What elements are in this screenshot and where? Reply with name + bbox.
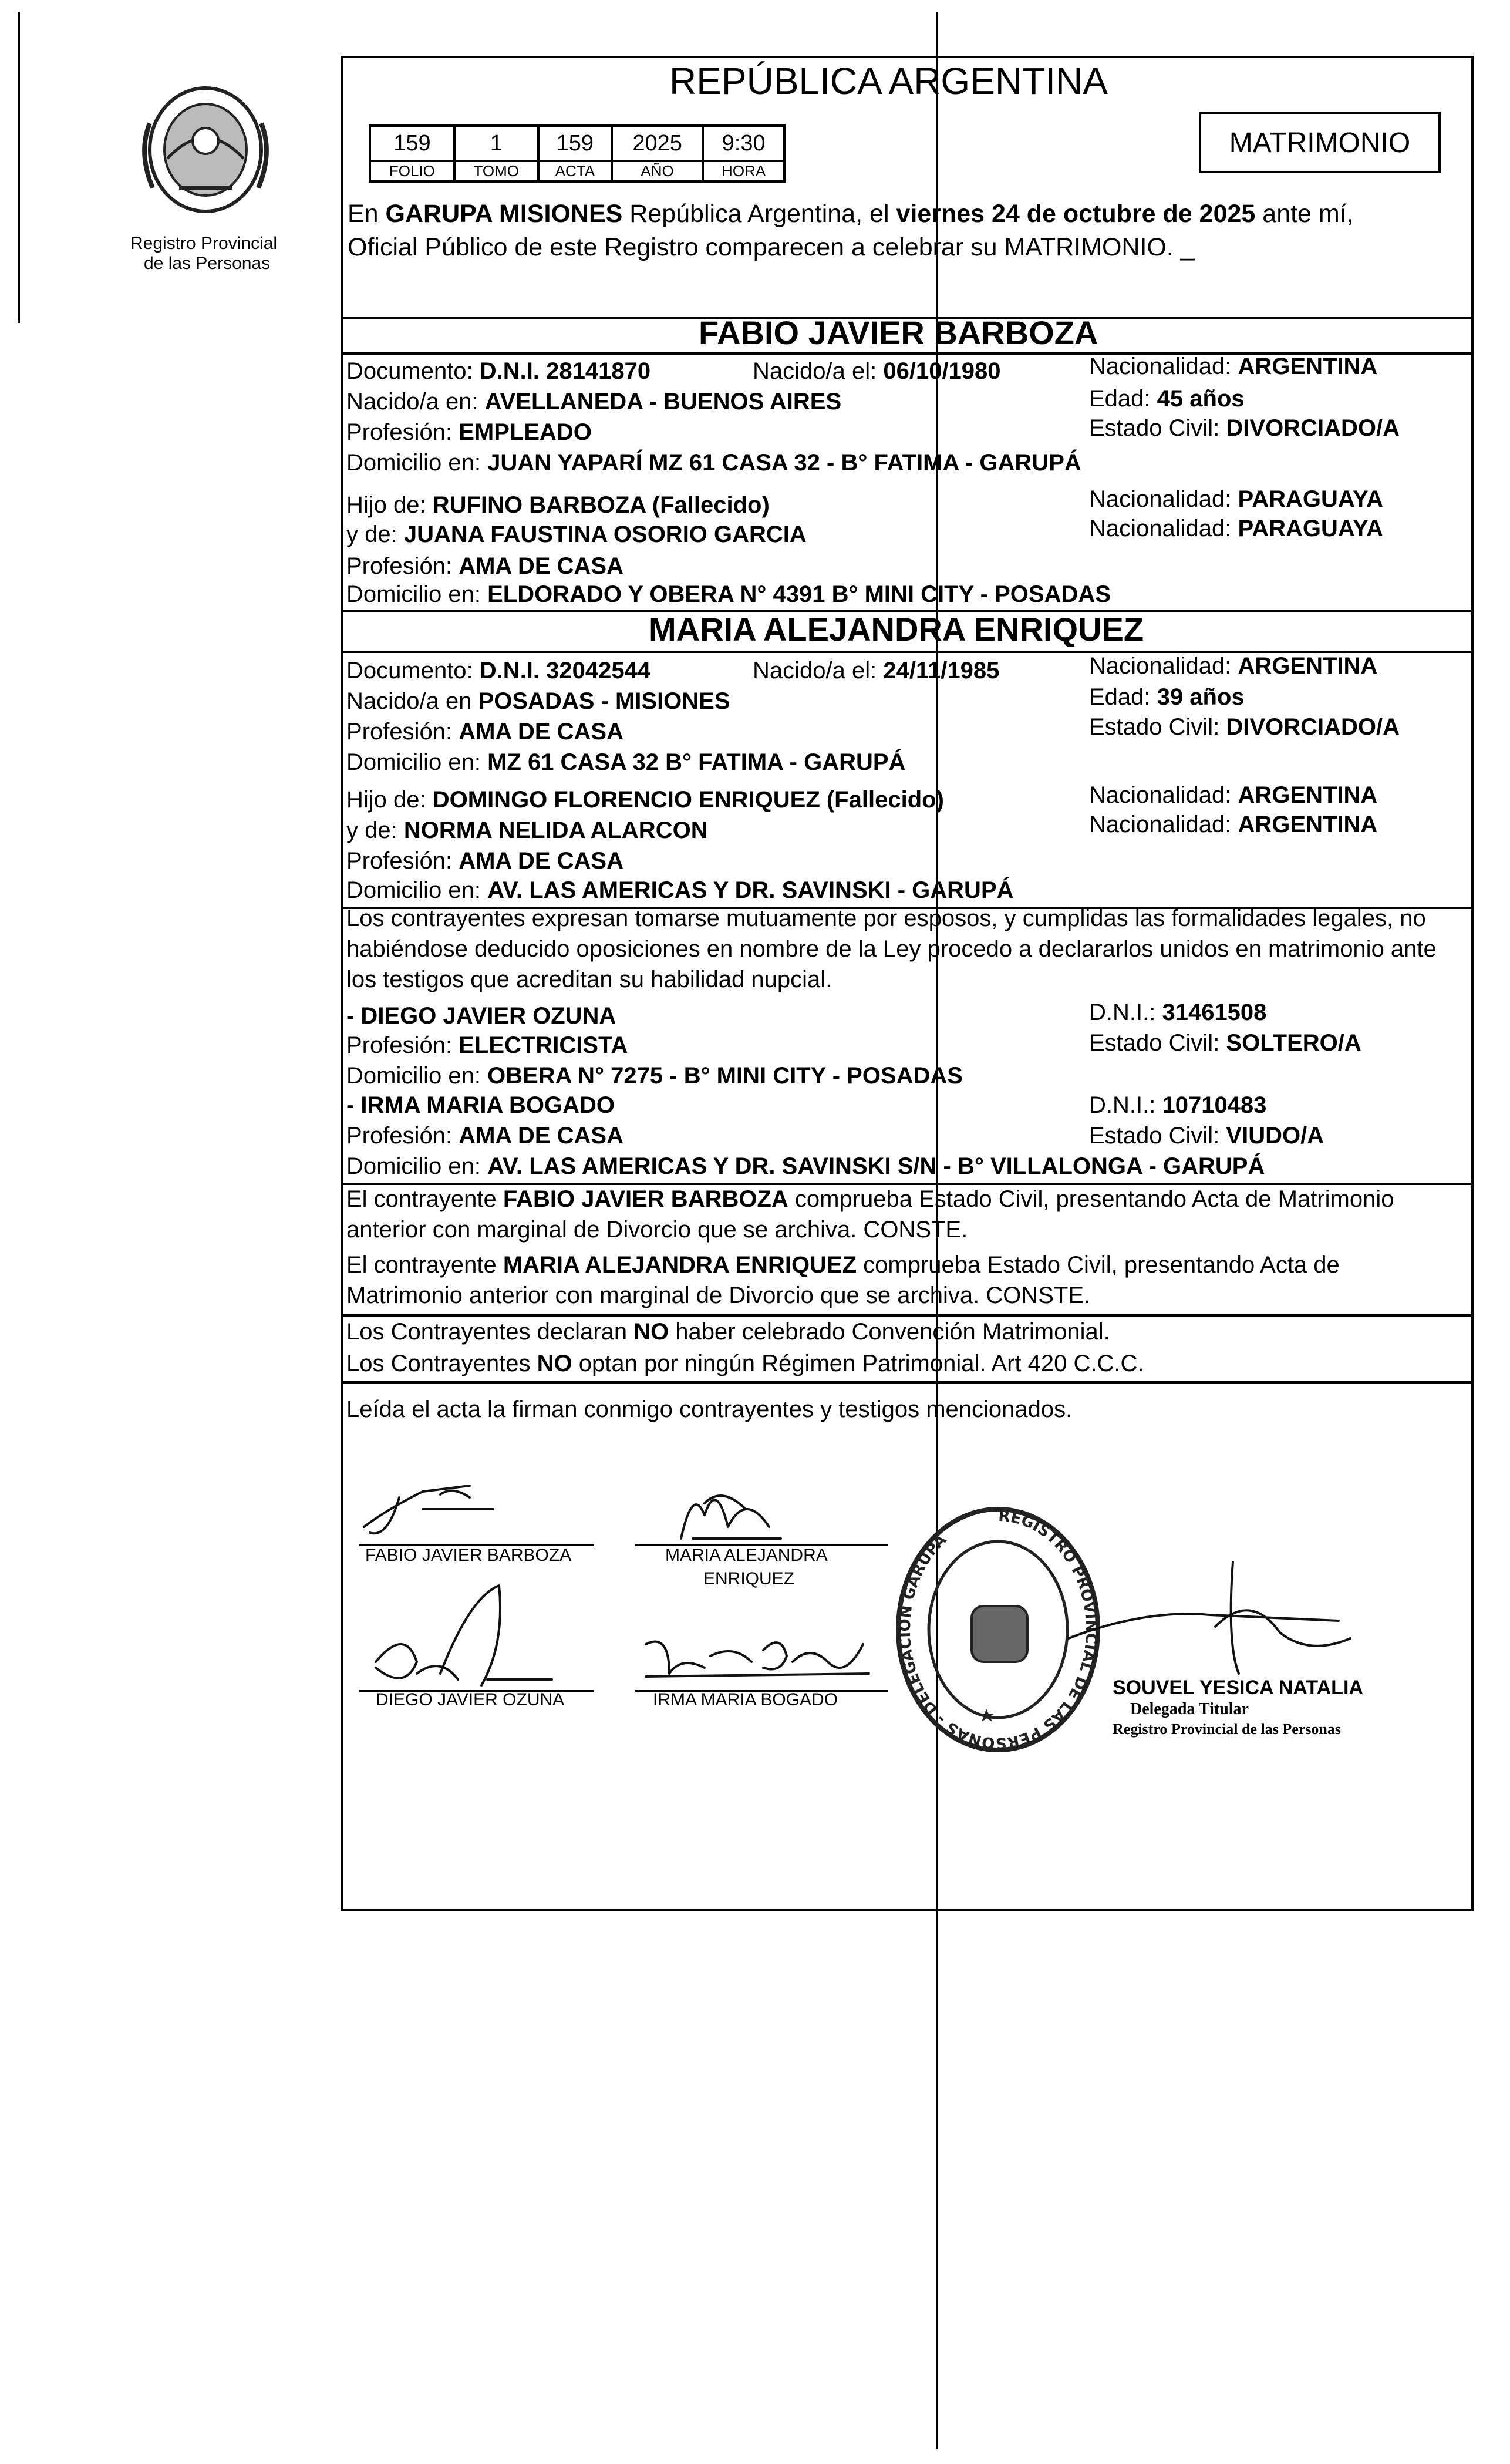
official-signature xyxy=(1057,1556,1386,1685)
note1-line1 xyxy=(346,1185,1394,1213)
bride-parents-addr-label: Domicilio en: xyxy=(346,877,488,903)
note2-name: MARIA ALEJANDRA ENRIQUEZ xyxy=(503,1252,857,1278)
bride-addr-label: Domicilio en: xyxy=(346,749,488,775)
bride-father-nat xyxy=(1089,781,1377,809)
witness1-prof xyxy=(346,1031,628,1059)
bride-born-value: 24/11/1985 xyxy=(883,658,1000,684)
witness2-dni xyxy=(1089,1091,1266,1119)
groom-doc xyxy=(346,357,650,385)
witness2-addr-value: AV. LAS AMERICAS Y DR. SAVINSKI S/N - B° VILLALONGA - GARUPÁ xyxy=(487,1153,1265,1179)
bride-signature xyxy=(669,1468,787,1550)
regime-line2 xyxy=(346,1349,1144,1378)
witness1-dni xyxy=(1089,998,1266,1026)
bride-born xyxy=(753,657,999,685)
bride-name: MARIA ALEJANDRA ENRIQUEZ xyxy=(649,611,1144,648)
witness1-civil xyxy=(1089,1029,1361,1057)
bride-parents-addr xyxy=(346,876,1014,904)
groom-father-label: Hijo de: xyxy=(346,492,433,518)
groom-mother-label: y de: xyxy=(346,521,404,547)
intro-line1 xyxy=(348,200,1354,228)
regime-l1-a: Los Contrayentes declaran xyxy=(346,1319,634,1345)
bride-doc-value: D.N.I. 32042544 xyxy=(479,658,651,684)
witness1-civil-label: Estado Civil: xyxy=(1089,1030,1226,1056)
groom-age-value: 45 años xyxy=(1157,386,1245,412)
regime-l1-b: haber celebrado Convención Matrimonial. xyxy=(669,1319,1110,1345)
witness2-name: - IRMA MARIA BOGADO xyxy=(346,1092,615,1118)
groom-parents-prof xyxy=(346,552,623,580)
registry-table xyxy=(369,124,786,183)
note1-line2: anterior con marginal de Divorcio que se archiva. CONSTE. xyxy=(346,1217,968,1243)
groom-doc-value: D.N.I. 28141870 xyxy=(479,358,651,384)
closing-text: Leída el acta la firman conmigo contrayentes y testigos mencionados. xyxy=(346,1396,1073,1422)
folio-label: FOLIO xyxy=(370,161,454,181)
bride-birthplace xyxy=(346,687,730,715)
groom-parents-addr-value: ELDORADO Y OBERA N° 4391 B° MINI CITY - POSADAS xyxy=(487,581,1111,607)
closing-rule xyxy=(341,1381,1474,1384)
bride-born-label: Nacido/a el: xyxy=(753,658,884,684)
bride-mother-label: y de: xyxy=(346,817,404,843)
witness1-signature xyxy=(352,1574,564,1697)
declaration-line3: los testigos que acreditan su habilidad nupcial. xyxy=(346,967,832,992)
intro-place: GARUPA MISIONES xyxy=(385,200,623,228)
bride-doc xyxy=(346,657,650,685)
stamp-ring-text: REGISTRO PROVINCIAL DE LAS PERSONAS - DELEGACION GARUPA xyxy=(896,1507,1100,1752)
groom-civil xyxy=(1089,414,1400,442)
registry-name-line1: Registro Provincial xyxy=(130,234,278,253)
groom-father xyxy=(346,491,770,519)
tomo-value: 1 xyxy=(454,126,538,161)
note2-a: El contrayente xyxy=(346,1252,503,1278)
groom-mother xyxy=(346,520,807,548)
tomo-label: TOMO xyxy=(454,161,538,181)
groom-parents-addr-label: Domicilio en: xyxy=(346,581,488,607)
groom-father-nat-label: Nacionalidad: xyxy=(1089,486,1238,512)
intro-l1-c: ante mí, xyxy=(1255,200,1354,228)
bride-mother-nat-label: Nacionalidad: xyxy=(1089,812,1238,837)
groom-age-label: Edad: xyxy=(1089,386,1157,412)
witness1-dni-value: 31461508 xyxy=(1162,999,1267,1025)
bride-father-value: DOMINGO FLORENCIO ENRIQUEZ (Fallecido) xyxy=(432,787,944,813)
groom-age xyxy=(1089,385,1245,413)
regime-l2-a: Los Contrayentes xyxy=(346,1351,537,1376)
bride-mother xyxy=(346,816,708,844)
witness2-addr-label: Domicilio en: xyxy=(346,1153,488,1179)
folio-value: 159 xyxy=(370,126,454,161)
witness1-sig-label: DIEGO JAVIER OZUNA xyxy=(376,1690,565,1709)
bride-civil-label: Estado Civil: xyxy=(1089,714,1226,740)
note2-b: comprueba Estado Civil, presentando Acta de xyxy=(857,1252,1340,1278)
margin-line xyxy=(18,12,20,323)
bride-birthplace-value: POSADAS - MISIONES xyxy=(478,688,730,714)
groom-addr xyxy=(346,449,1081,477)
bride-father-label: Hijo de: xyxy=(346,787,433,813)
bride-nat-label: Nacionalidad: xyxy=(1089,653,1238,679)
bride-father xyxy=(346,786,944,814)
groom-prof-value: EMPLEADO xyxy=(459,419,592,445)
note2-line1 xyxy=(346,1251,1340,1279)
witness1-addr-label: Domicilio en: xyxy=(346,1063,488,1089)
witness1-prof-value: ELECTRICISTA xyxy=(459,1032,628,1058)
bride-mother-nat xyxy=(1089,810,1377,839)
groom-parents-prof-value: AMA DE CASA xyxy=(459,553,623,579)
groom-mother-value: JUANA FAUSTINA OSORIO GARCIA xyxy=(403,521,807,547)
bride-age-value: 39 años xyxy=(1157,684,1245,710)
bride-mother-nat-value: ARGENTINA xyxy=(1238,812,1378,837)
witness2-civil-value: VIUDO/A xyxy=(1226,1123,1324,1149)
groom-doc-label: Documento: xyxy=(346,358,480,384)
witness2-addr xyxy=(346,1152,1265,1180)
bride-mother-value: NORMA NELIDA ALARCON xyxy=(403,817,708,843)
bride-addr-value: MZ 61 CASA 32 B° FATIMA - GARUPÁ xyxy=(487,749,906,775)
groom-birthplace xyxy=(346,388,841,416)
declaration-line2: habiéndose deducido oposiciones en nombre de la Ley procedo a declararlos unidos en matrimonio ante xyxy=(346,936,1437,962)
acta-value: 159 xyxy=(538,126,612,161)
regime-l2-no: NO xyxy=(537,1351,572,1376)
witness1-civil-value: SOLTERO/A xyxy=(1226,1030,1361,1056)
groom-birthplace-value: AVELLANEDA - BUENOS AIRES xyxy=(484,389,842,415)
witness1-addr xyxy=(346,1062,963,1090)
official-office: Registro Provincial de las Personas xyxy=(1113,1721,1342,1738)
groom-born xyxy=(753,357,1001,385)
groom-born-value: 06/10/1980 xyxy=(883,358,1001,384)
groom-parents-prof-label: Profesión: xyxy=(346,553,459,579)
bride-sig-label-1: MARIA ALEJANDRA xyxy=(665,1546,828,1565)
bride-addr xyxy=(346,748,905,776)
groom-mother-nat xyxy=(1089,514,1383,543)
groom-nat xyxy=(1089,352,1377,381)
regime-line1 xyxy=(346,1318,1110,1346)
groom-sig-label: FABIO JAVIER BARBOZA xyxy=(365,1546,572,1565)
bride-father-nat-label: Nacionalidad: xyxy=(1089,782,1238,808)
note1-b: comprueba Estado Civil, presentando Acta de Matrimonio xyxy=(788,1186,1394,1212)
bride-doc-label: Documento: xyxy=(346,658,480,684)
anio-label: AÑO xyxy=(612,161,703,181)
witness2-prof-value: AMA DE CASA xyxy=(459,1123,623,1149)
groom-name: FABIO JAVIER BARBOZA xyxy=(699,314,1098,351)
official-role: Delegada Titular xyxy=(1130,1700,1249,1718)
witness1-prof-label: Profesión: xyxy=(346,1032,459,1058)
groom-addr-value: JUAN YAPARÍ MZ 61 CASA 32 - B° FATIMA - GARUPÁ xyxy=(487,450,1081,476)
note2-line2: Matrimonio anterior con marginal de Divorcio que se archiva. CONSTE. xyxy=(346,1283,1091,1308)
bride-birthplace-label: Nacido/a en xyxy=(346,688,478,714)
groom-birthplace-label: Nacido/a en: xyxy=(346,389,485,415)
declaration-line1: Los contrayentes expresan tomarse mutuamente por esposos, y cumplidas las formalidades legales, no xyxy=(346,906,1426,931)
bride-civil xyxy=(1089,713,1400,741)
bride-parents-prof-value: AMA DE CASA xyxy=(459,848,623,874)
groom-parents-addr xyxy=(346,580,1111,608)
bride-prof-value: AMA DE CASA xyxy=(459,719,623,745)
bride-nat-value: ARGENTINA xyxy=(1238,653,1378,679)
groom-born-label: Nacido/a el: xyxy=(753,358,884,384)
hora-value: 9:30 xyxy=(703,126,784,161)
regime-l1-no: NO xyxy=(633,1319,669,1345)
groom-addr-label: Domicilio en: xyxy=(346,450,488,476)
groom-prof-label: Profesión: xyxy=(346,419,459,445)
groom-mother-nat-value: PARAGUAYA xyxy=(1238,516,1383,541)
bride-prof xyxy=(346,718,623,746)
acta-label: ACTA xyxy=(538,161,612,181)
registry-name-line2: de las Personas xyxy=(144,254,271,273)
witness2-prof xyxy=(346,1122,623,1150)
witness1-dni-label: D.N.I.: xyxy=(1089,999,1162,1025)
bride-parents-addr-value: AV. LAS AMERICAS Y DR. SAVINSKI - GARUPÁ xyxy=(487,877,1014,903)
groom-father-nat-value: PARAGUAYA xyxy=(1238,486,1383,512)
witness1-name: - DIEGO JAVIER OZUNA xyxy=(346,1003,616,1029)
groom-prof xyxy=(346,418,592,446)
groom-civil-value: DIVORCIADO/A xyxy=(1226,415,1400,441)
bride-parents-prof xyxy=(346,847,623,875)
official-name: SOUVEL YESICA NATALIA xyxy=(1113,1677,1363,1699)
intro-line2: Oficial Público de este Registro comparecen a celebrar su MATRIMONIO. _ xyxy=(348,233,1195,261)
groom-signature xyxy=(352,1474,505,1544)
country-title: REPÚBLICA ARGENTINA xyxy=(669,60,1108,102)
witness2-prof-label: Profesión: xyxy=(346,1123,459,1149)
witness2-civil-label: Estado Civil: xyxy=(1089,1123,1226,1149)
bride-age-label: Edad: xyxy=(1089,684,1157,710)
groom-civil-label: Estado Civil: xyxy=(1089,415,1226,441)
province-seal xyxy=(126,76,285,229)
act-type: MATRIMONIO xyxy=(1229,127,1411,159)
groom-nat-value: ARGENTINA xyxy=(1238,354,1378,379)
witness2-sig-label: IRMA MARIA BOGADO xyxy=(653,1690,838,1709)
seal-emblem-icon xyxy=(126,76,285,229)
bride-father-nat-value: ARGENTINA xyxy=(1238,782,1378,808)
note1-a: El contrayente xyxy=(346,1186,503,1212)
regime-rule xyxy=(341,1314,1474,1317)
bride-age xyxy=(1089,683,1245,711)
groom-nat-label: Nacionalidad: xyxy=(1089,354,1238,379)
bride-parents-prof-label: Profesión: xyxy=(346,848,459,874)
groom-mother-nat-label: Nacionalidad: xyxy=(1089,516,1238,541)
groom-father-nat xyxy=(1089,485,1383,513)
bride-prof-label: Profesión: xyxy=(346,719,459,745)
witness2-signature xyxy=(634,1621,881,1685)
witness2-dni-value: 10710483 xyxy=(1162,1092,1267,1118)
intro-l1-b: República Argentina, el xyxy=(622,200,896,228)
anio-value: 2025 xyxy=(612,126,703,161)
bride-civil-value: DIVORCIADO/A xyxy=(1226,714,1400,740)
witness2-civil xyxy=(1089,1122,1324,1150)
groom-father-value: RUFINO BARBOZA (Fallecido) xyxy=(432,492,770,518)
note1-name: FABIO JAVIER BARBOZA xyxy=(503,1186,788,1212)
intro-l1-a: En xyxy=(348,200,386,228)
bride-sig-label-2: ENRIQUEZ xyxy=(703,1569,795,1588)
hora-label: HORA xyxy=(703,161,784,181)
bride-nat xyxy=(1089,652,1377,680)
witness2-dni-label: D.N.I.: xyxy=(1089,1092,1162,1118)
intro-date: viernes 24 de octubre de 2025 xyxy=(896,200,1256,228)
regime-l2-b: optan por ningún Régimen Patrimonial. Art 420 C.C.C. xyxy=(572,1351,1144,1376)
witness1-addr-value: OBERA N° 7275 - B° MINI CITY - POSADAS xyxy=(487,1063,963,1089)
